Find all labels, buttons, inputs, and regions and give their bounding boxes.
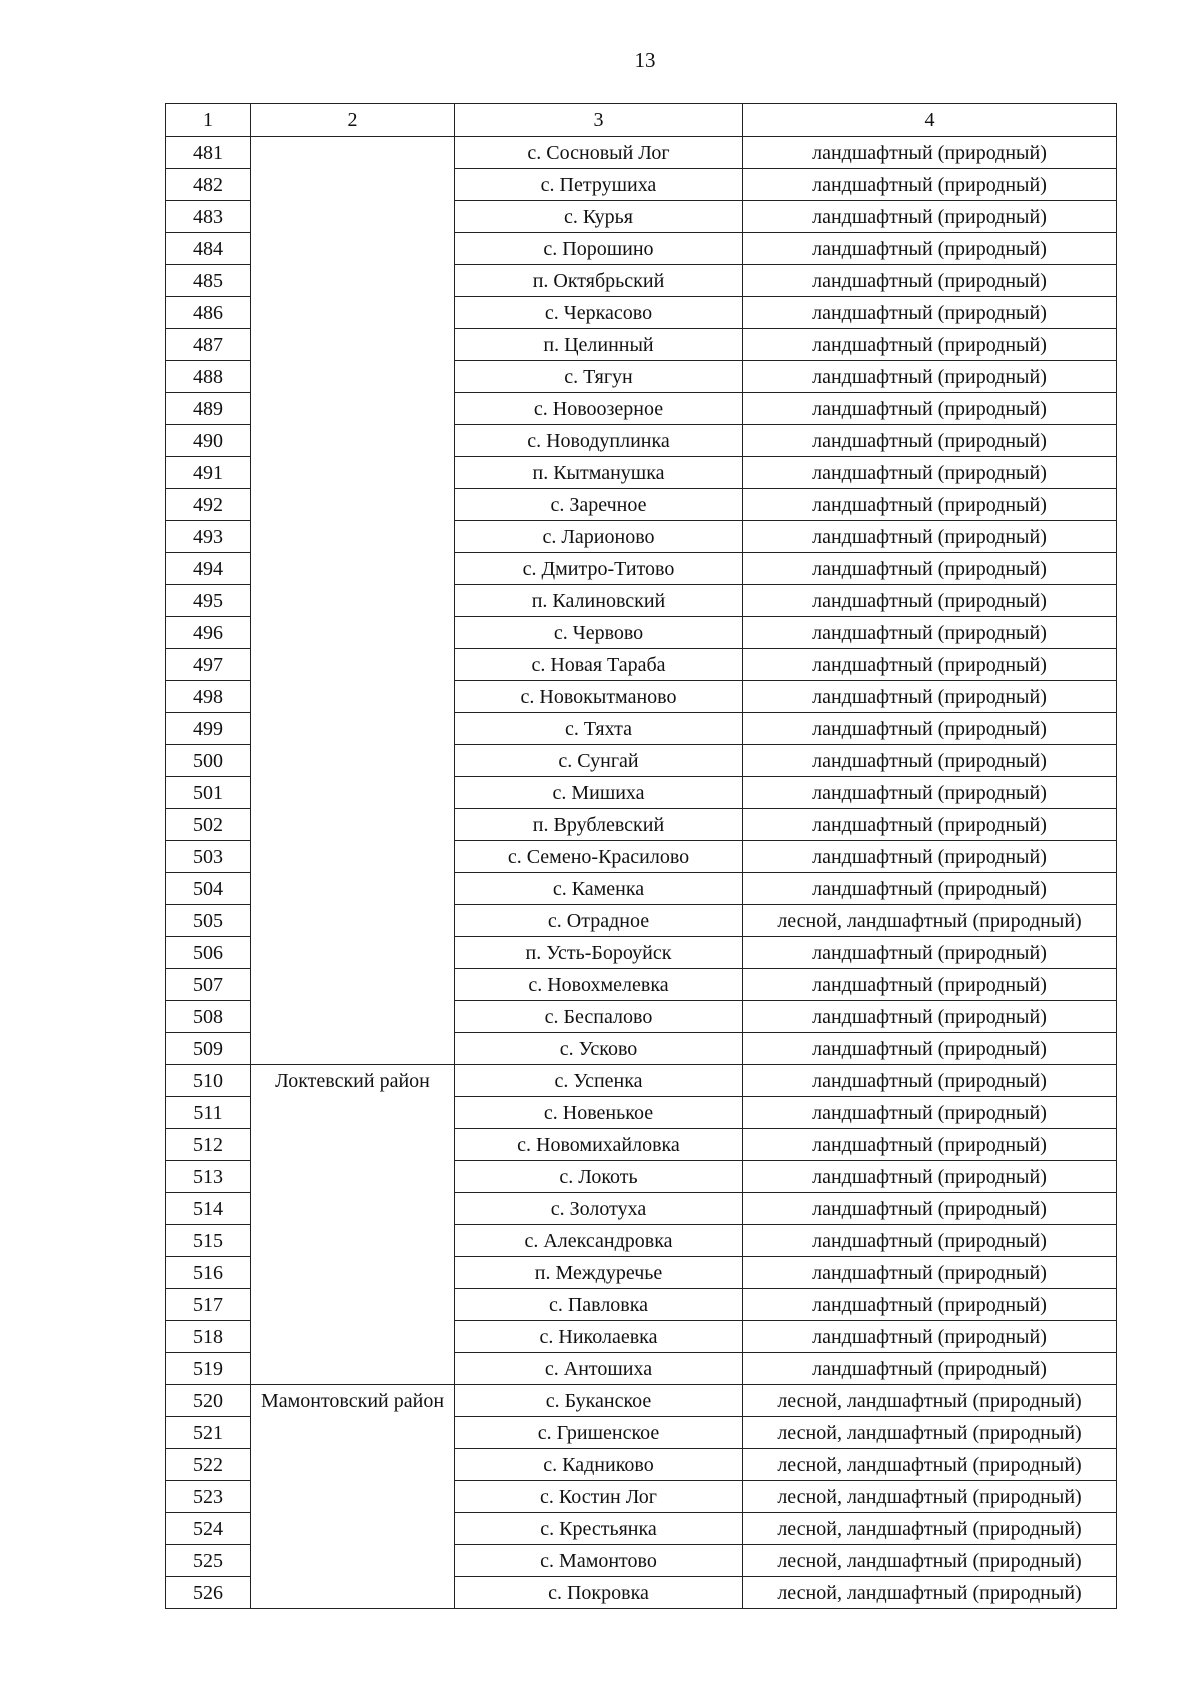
territory-type-cell: ландшафтный (природный) <box>743 1097 1117 1129</box>
row-number-cell: 520 <box>166 1385 251 1417</box>
settlement-cell: с. Дмитро-Титово <box>455 553 743 585</box>
settlement-cell: п. Целинный <box>455 329 743 361</box>
territory-type-cell: ландшафтный (природный) <box>743 233 1117 265</box>
settlement-cell: с. Крестьянка <box>455 1513 743 1545</box>
row-number-cell: 525 <box>166 1545 251 1577</box>
column-header-4: 4 <box>743 104 1117 137</box>
row-number-cell: 495 <box>166 585 251 617</box>
row-number-cell: 508 <box>166 1001 251 1033</box>
settlement-cell: п. Кытманушка <box>455 457 743 489</box>
table-header-row <box>166 104 1117 137</box>
settlement-cell: с. Новохмелевка <box>455 969 743 1001</box>
settlement-cell: с. Семено-Красилово <box>455 841 743 873</box>
row-number-cell: 485 <box>166 265 251 297</box>
settlement-cell: с. Новоозерное <box>455 393 743 425</box>
territory-type-cell: ландшафтный (природный) <box>743 969 1117 1001</box>
territory-type-cell: ландшафтный (природный) <box>743 457 1117 489</box>
settlement-cell: с. Золотуха <box>455 1193 743 1225</box>
row-number-cell: 489 <box>166 393 251 425</box>
row-number-cell: 526 <box>166 1577 251 1609</box>
district-cell: Локтевский район <box>251 1065 455 1385</box>
table-row <box>166 1065 1117 1097</box>
territory-type-cell: ландшафтный (природный) <box>743 425 1117 457</box>
territory-type-cell: ландшафтный (природный) <box>743 1257 1117 1289</box>
territory-type-cell: ландшафтный (природный) <box>743 681 1117 713</box>
row-number-cell: 496 <box>166 617 251 649</box>
territory-type-cell: ландшафтный (природный) <box>743 1353 1117 1385</box>
settlement-cell: с. Буканское <box>455 1385 743 1417</box>
territory-type-cell: лесной, ландшафтный (природный) <box>743 1385 1117 1417</box>
territory-type-cell: ландшафтный (природный) <box>743 745 1117 777</box>
territory-type-cell: ландшафтный (природный) <box>743 873 1117 905</box>
row-number-cell: 494 <box>166 553 251 585</box>
settlement-cell: с. Николаевка <box>455 1321 743 1353</box>
territory-type-cell: лесной, ландшафтный (природный) <box>743 1545 1117 1577</box>
row-number-cell: 519 <box>166 1353 251 1385</box>
territory-type-cell: ландшафтный (природный) <box>743 777 1117 809</box>
settlement-cell: п. Усть-Бороуйск <box>455 937 743 969</box>
row-number-cell: 510 <box>166 1065 251 1097</box>
settlements-table <box>165 103 1117 1609</box>
row-number-cell: 488 <box>166 361 251 393</box>
territory-type-cell: лесной, ландшафтный (природный) <box>743 1417 1117 1449</box>
settlement-cell: с. Покровка <box>455 1577 743 1609</box>
settlement-cell: с. Гришенское <box>455 1417 743 1449</box>
settlement-cell: с. Новомихайловка <box>455 1129 743 1161</box>
settlement-cell: с. Павловка <box>455 1289 743 1321</box>
territory-type-cell: ландшафтный (природный) <box>743 1129 1117 1161</box>
settlement-cell: с. Каменка <box>455 873 743 905</box>
table-body <box>166 137 1117 1609</box>
row-number-cell: 517 <box>166 1289 251 1321</box>
settlement-cell: с. Черкасово <box>455 297 743 329</box>
settlement-cell: п. Октябрьский <box>455 265 743 297</box>
row-number-cell: 487 <box>166 329 251 361</box>
row-number-cell: 497 <box>166 649 251 681</box>
settlement-cell: с. Новодуплинка <box>455 425 743 457</box>
row-number-cell: 503 <box>166 841 251 873</box>
territory-type-cell: ландшафтный (природный) <box>743 841 1117 873</box>
settlement-cell: с. Тягун <box>455 361 743 393</box>
settlement-cell: п. Врублевский <box>455 809 743 841</box>
row-number-cell: 506 <box>166 937 251 969</box>
row-number-cell: 498 <box>166 681 251 713</box>
settlement-cell: с. Локоть <box>455 1161 743 1193</box>
row-number-cell: 507 <box>166 969 251 1001</box>
settlement-cell: с. Отрадное <box>455 905 743 937</box>
row-number-cell: 500 <box>166 745 251 777</box>
territory-type-cell: ландшафтный (природный) <box>743 1225 1117 1257</box>
territory-type-cell: ландшафтный (природный) <box>743 521 1117 553</box>
territory-type-cell: ландшафтный (природный) <box>743 1033 1117 1065</box>
row-number-cell: 499 <box>166 713 251 745</box>
row-number-cell: 524 <box>166 1513 251 1545</box>
territory-type-cell: лесной, ландшафтный (природный) <box>743 1449 1117 1481</box>
settlement-cell: с. Петрушиха <box>455 169 743 201</box>
settlement-cell: с. Успенка <box>455 1065 743 1097</box>
district-cell: Мамонтовский район <box>251 1385 455 1609</box>
territory-type-cell: ландшафтный (природный) <box>743 137 1117 169</box>
row-number-cell: 513 <box>166 1161 251 1193</box>
row-number-cell: 518 <box>166 1321 251 1353</box>
territory-type-cell: ландшафтный (природный) <box>743 1193 1117 1225</box>
territory-type-cell: ландшафтный (природный) <box>743 201 1117 233</box>
row-number-cell: 493 <box>166 521 251 553</box>
row-number-cell: 484 <box>166 233 251 265</box>
territory-type-cell: лесной, ландшафтный (природный) <box>743 905 1117 937</box>
territory-type-cell: ландшафтный (природный) <box>743 169 1117 201</box>
row-number-cell: 515 <box>166 1225 251 1257</box>
row-number-cell: 512 <box>166 1129 251 1161</box>
row-number-cell: 482 <box>166 169 251 201</box>
territory-type-cell: ландшафтный (природный) <box>743 393 1117 425</box>
settlement-cell: с. Мишиха <box>455 777 743 809</box>
row-number-cell: 483 <box>166 201 251 233</box>
row-number-cell: 491 <box>166 457 251 489</box>
territory-type-cell: ландшафтный (природный) <box>743 585 1117 617</box>
territory-type-cell: ландшафтный (природный) <box>743 937 1117 969</box>
settlement-cell: с. Тяхта <box>455 713 743 745</box>
settlement-cell: с. Новокытманово <box>455 681 743 713</box>
row-number-cell: 514 <box>166 1193 251 1225</box>
territory-type-cell: лесной, ландшафтный (природный) <box>743 1481 1117 1513</box>
settlement-cell: п. Калиновский <box>455 585 743 617</box>
territory-type-cell: ландшафтный (природный) <box>743 553 1117 585</box>
territory-type-cell: лесной, ландшафтный (природный) <box>743 1577 1117 1609</box>
settlement-cell: с. Сунгай <box>455 745 743 777</box>
territory-type-cell: ландшафтный (природный) <box>743 617 1117 649</box>
row-number-cell: 490 <box>166 425 251 457</box>
row-number-cell: 486 <box>166 297 251 329</box>
territory-type-cell: лесной, ландшафтный (природный) <box>743 1513 1117 1545</box>
settlement-cell: с. Ларионово <box>455 521 743 553</box>
column-header-1: 1 <box>166 104 251 137</box>
settlement-cell: с. Мамонтово <box>455 1545 743 1577</box>
settlement-cell: с. Усково <box>455 1033 743 1065</box>
territory-type-cell: ландшафтный (природный) <box>743 1289 1117 1321</box>
territory-type-cell: ландшафтный (природный) <box>743 649 1117 681</box>
row-number-cell: 501 <box>166 777 251 809</box>
row-number-cell: 516 <box>166 1257 251 1289</box>
territory-type-cell: ландшафтный (природный) <box>743 1001 1117 1033</box>
settlement-cell: с. Курья <box>455 201 743 233</box>
territory-type-cell: ландшафтный (природный) <box>743 1161 1117 1193</box>
row-number-cell: 504 <box>166 873 251 905</box>
territory-type-cell: ландшафтный (природный) <box>743 329 1117 361</box>
territory-type-cell: ландшафтный (природный) <box>743 361 1117 393</box>
settlement-cell: с. Антошиха <box>455 1353 743 1385</box>
column-header-3: 3 <box>455 104 743 137</box>
row-number-cell: 481 <box>166 137 251 169</box>
table-row <box>166 137 1117 169</box>
territory-type-cell: ландшафтный (природный) <box>743 297 1117 329</box>
settlement-cell: с. Новая Тараба <box>455 649 743 681</box>
row-number-cell: 522 <box>166 1449 251 1481</box>
table-row <box>166 1385 1117 1417</box>
settlement-cell: с. Беспалово <box>455 1001 743 1033</box>
settlement-cell: с. Порошино <box>455 233 743 265</box>
settlement-cell: с. Костин Лог <box>455 1481 743 1513</box>
settlement-cell: с. Заречное <box>455 489 743 521</box>
column-header-2: 2 <box>251 104 455 137</box>
row-number-cell: 511 <box>166 1097 251 1129</box>
row-number-cell: 492 <box>166 489 251 521</box>
row-number-cell: 521 <box>166 1417 251 1449</box>
territory-type-cell: ландшафтный (природный) <box>743 1065 1117 1097</box>
settlement-cell: с. Александровка <box>455 1225 743 1257</box>
district-cell <box>251 137 455 1065</box>
row-number-cell: 509 <box>166 1033 251 1065</box>
settlement-cell: с. Червово <box>455 617 743 649</box>
territory-type-cell: ландшафтный (природный) <box>743 489 1117 521</box>
row-number-cell: 505 <box>166 905 251 937</box>
page-number: 13 <box>634 48 656 72</box>
row-number-cell: 502 <box>166 809 251 841</box>
territory-type-cell: ландшафтный (природный) <box>743 1321 1117 1353</box>
territory-type-cell: ландшафтный (природный) <box>743 809 1117 841</box>
row-number-cell: 523 <box>166 1481 251 1513</box>
settlement-cell: с. Новенькое <box>455 1097 743 1129</box>
settlement-cell: с. Кадниково <box>455 1449 743 1481</box>
settlement-cell: п. Междуречье <box>455 1257 743 1289</box>
settlement-cell: с. Сосновый Лог <box>455 137 743 169</box>
territory-type-cell: ландшафтный (природный) <box>743 265 1117 297</box>
territory-type-cell: ландшафтный (природный) <box>743 713 1117 745</box>
